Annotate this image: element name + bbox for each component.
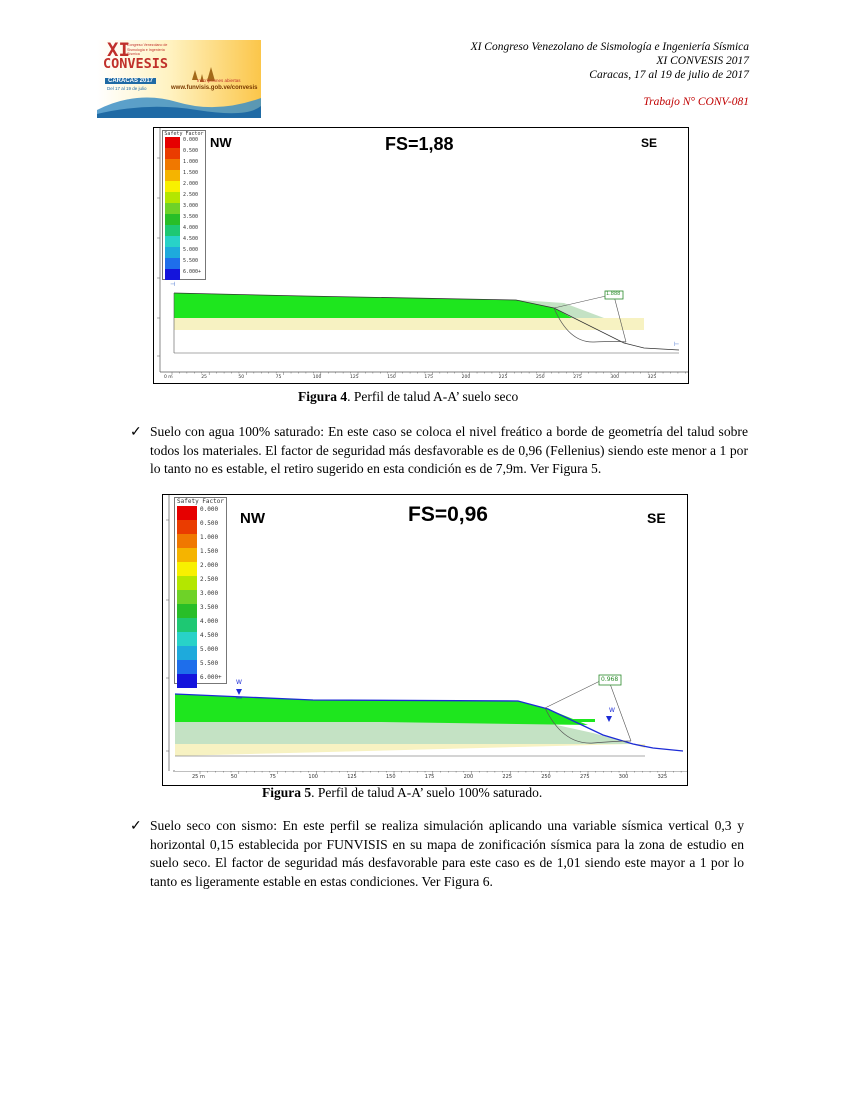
- logo-url: www.funvisis.gob.ve/convesis: [171, 85, 258, 91]
- legend-value-label: 3.500: [183, 214, 199, 220]
- x-axis-tick-label: 125: [350, 375, 359, 380]
- logo-city-badge: CARACAS 2017: [105, 78, 156, 84]
- figure-5-water-label-left: W: [236, 679, 242, 686]
- legend-swatch: [165, 148, 180, 159]
- figure-4-safety-factor-legend: [162, 130, 206, 280]
- logo-title: XI: [107, 39, 130, 61]
- legend-value-label: 0.500: [183, 148, 199, 154]
- legend-swatch: [177, 590, 197, 604]
- figure-5-label-nw: NW: [240, 510, 265, 527]
- legend-value-label: 4.500: [200, 632, 219, 639]
- x-axis-tick-label: 325: [647, 375, 657, 380]
- header-congress-name: XI Congreso Venezolano de Sismología e Ingeniería Sísmica: [470, 41, 749, 53]
- legend-swatch: [165, 192, 180, 203]
- legend-swatch: [177, 660, 197, 674]
- legend-value-label: 5.000: [200, 646, 219, 653]
- x-axis-tick-label: 325: [657, 774, 668, 780]
- figure-5-caption-text: . Perfil de talud A-A’ suelo 100% saturado.: [311, 785, 543, 800]
- legend-swatch: [177, 534, 197, 548]
- legend-swatch: [165, 159, 180, 170]
- legend-swatch: [177, 674, 197, 688]
- figure-5-plot: [163, 495, 687, 785]
- svg-text:⊢: ⊢: [674, 341, 680, 348]
- logo-small-text: Congreso Venezolano de Sismología e Ingeniería Sísmica: [127, 43, 168, 57]
- legend-swatch: [165, 225, 180, 236]
- legend-swatch: [165, 258, 180, 269]
- figure-5-caption: [262, 785, 542, 801]
- legend-value-label: 2.000: [183, 181, 199, 187]
- x-axis-tick-label: 250: [541, 774, 551, 780]
- legend-value-label: 5.500: [183, 258, 199, 264]
- figure-5-label-se: SE: [647, 510, 666, 526]
- legend-swatch: [177, 562, 197, 576]
- legend-value-label: 4.500: [183, 236, 199, 242]
- paragraph-seismic-dry-soil: Suelo seco con sismo: En este perfil se realiza simulación aplicando una variable sísmica vertical 0,3 y horizontal 0,15 establecida por FUNVISIS en su mapa de zonificación sísmica para la zona de estudio en suelo seco. El factor de seguridad más desfavorable para este caso es de 1,01 siendo este mayor a 1 por lo tanto es ligeramente estable en estas condiciones. Ver Figura 6.: [150, 818, 744, 889]
- legend-value-label: 2.000: [200, 562, 219, 569]
- legend-value-label: 1.500: [183, 170, 199, 176]
- x-axis-tick-label: 275: [580, 774, 590, 780]
- legend-title: Safety Factor: [164, 131, 204, 137]
- legend-swatch: [165, 269, 180, 280]
- x-axis-tick-label: 150: [386, 774, 396, 780]
- legend-swatch: [177, 632, 197, 646]
- legend-value-label: 2.500: [200, 576, 219, 583]
- figure-5-slope-profile: [162, 494, 688, 786]
- legend-value-label: 1.500: [200, 548, 219, 555]
- legend-value-label: 4.000: [200, 618, 219, 625]
- x-axis-tick-label: 0 m: [164, 375, 173, 380]
- x-axis-tick-label: 200: [461, 375, 471, 380]
- figure-5-water-label-right: W: [609, 707, 615, 714]
- bullet-check-icon: ✓: [130, 425, 142, 440]
- x-axis-tick-label: 150: [387, 375, 396, 380]
- x-axis-tick-label: 175: [424, 774, 435, 780]
- legend-swatch: [177, 548, 197, 562]
- figure-5-caption-label: Figura 5: [262, 785, 312, 800]
- legend-swatch: [165, 170, 180, 181]
- legend-value-label: 4.000: [183, 225, 199, 231]
- legend-swatch: [165, 137, 180, 148]
- figure-5-safety-factor-legend: [174, 497, 227, 684]
- x-axis-tick-label: 200: [463, 774, 474, 780]
- legend-swatch: [177, 646, 197, 660]
- header-edition: XI CONVESIS 2017: [656, 55, 749, 67]
- figure-4-caption-label: Figura 4: [298, 389, 348, 404]
- legend-swatch: [165, 247, 180, 258]
- legend-value-label: 1.000: [200, 534, 219, 541]
- legend-value-label: 1.000: [183, 159, 199, 165]
- figure-4-plot: [154, 128, 688, 383]
- x-axis-tick-label: 300: [610, 375, 619, 380]
- legend-swatch: [177, 576, 197, 590]
- figure-4-fs-box-label: 1.888: [606, 291, 621, 297]
- legend-title: Safety Factor: [177, 498, 224, 505]
- legend-value-label: 0.000: [200, 506, 219, 513]
- x-axis-tick-label: 75: [275, 375, 282, 380]
- x-axis-tick-label: 225: [498, 375, 508, 380]
- logo-dates: Del 17 al 19 de julio: [107, 86, 147, 91]
- figure-5-fs-box-label: 0.968: [601, 676, 619, 683]
- x-axis-tick-label: 50: [238, 375, 245, 380]
- x-axis-tick-label: 25 m: [192, 774, 205, 780]
- x-axis-tick-label: 250: [536, 375, 545, 380]
- legend-swatch: [177, 506, 197, 520]
- legend-swatch: [165, 181, 180, 192]
- figure-4-label-nw: NW: [210, 135, 232, 150]
- paragraph-saturated-soil: Suelo con agua 100% saturado: En este caso se coloca el nivel freático a borde de geometría del talud sobre todos los materiales. El factor de seguridad más desfavorable es de 0,96 (Fellenius) siendo este menor a 1 por lo tanto no es estable, el retiro sugerido en esta condición es de 7,9m. Ver Figura 5.: [150, 424, 748, 477]
- legend-swatch: [165, 236, 180, 247]
- figure-4-caption-text: . Perfil de talud A-A’ suelo seco: [347, 389, 519, 404]
- logo-subtitle: CONVESIS: [103, 56, 169, 72]
- x-axis-tick-label: 275: [573, 375, 582, 380]
- x-axis-tick-label: 175: [424, 375, 433, 380]
- legend-value-label: 0.500: [200, 520, 219, 527]
- svg-text:⊣: ⊣: [170, 281, 176, 288]
- legend-value-label: 2.500: [183, 192, 199, 198]
- legend-value-label: 6.000+: [200, 674, 222, 681]
- legend-value-label: 5.500: [200, 660, 219, 667]
- x-axis-tick-label: 50: [230, 774, 238, 780]
- figure-5-fs-title: FS=0,96: [408, 503, 488, 526]
- legend-value-label: 3.000: [183, 203, 199, 209]
- convesis-logo: [97, 40, 261, 118]
- logo-registration: Inscripciones abiertas: [197, 78, 241, 83]
- bullet-check-icon: ✓: [130, 819, 142, 834]
- x-axis-tick-label: 125: [347, 774, 357, 780]
- legend-swatch: [177, 520, 197, 534]
- legend-value-label: 3.500: [200, 604, 219, 611]
- x-axis-tick-label: 225: [502, 774, 512, 780]
- x-axis-tick-label: 100: [312, 375, 322, 380]
- legend-value-label: 3.000: [200, 590, 219, 597]
- legend-swatch: [165, 214, 180, 225]
- legend-value-label: 0.000: [183, 137, 199, 143]
- x-axis-tick-label: 75: [269, 774, 276, 780]
- figure-4-fs-title: FS=1,88: [385, 134, 454, 154]
- figure-4-caption: [298, 389, 518, 405]
- x-axis-tick-label: 300: [618, 774, 629, 780]
- legend-swatch: [177, 604, 197, 618]
- header-work-number: Trabajo N° CONV-081: [643, 96, 749, 108]
- figure-4-label-se: SE: [641, 136, 658, 150]
- legend-value-label: 6.000+: [183, 269, 202, 275]
- figure-4-slope-profile: [153, 127, 689, 384]
- legend-swatch: [165, 203, 180, 214]
- legend-value-label: 5.000: [183, 247, 199, 253]
- x-axis-tick-label: 25: [201, 375, 207, 380]
- x-axis-tick-label: 100: [308, 774, 318, 780]
- legend-swatch: [177, 618, 197, 632]
- header-location-date: Caracas, 17 al 19 de julio de 2017: [589, 69, 749, 81]
